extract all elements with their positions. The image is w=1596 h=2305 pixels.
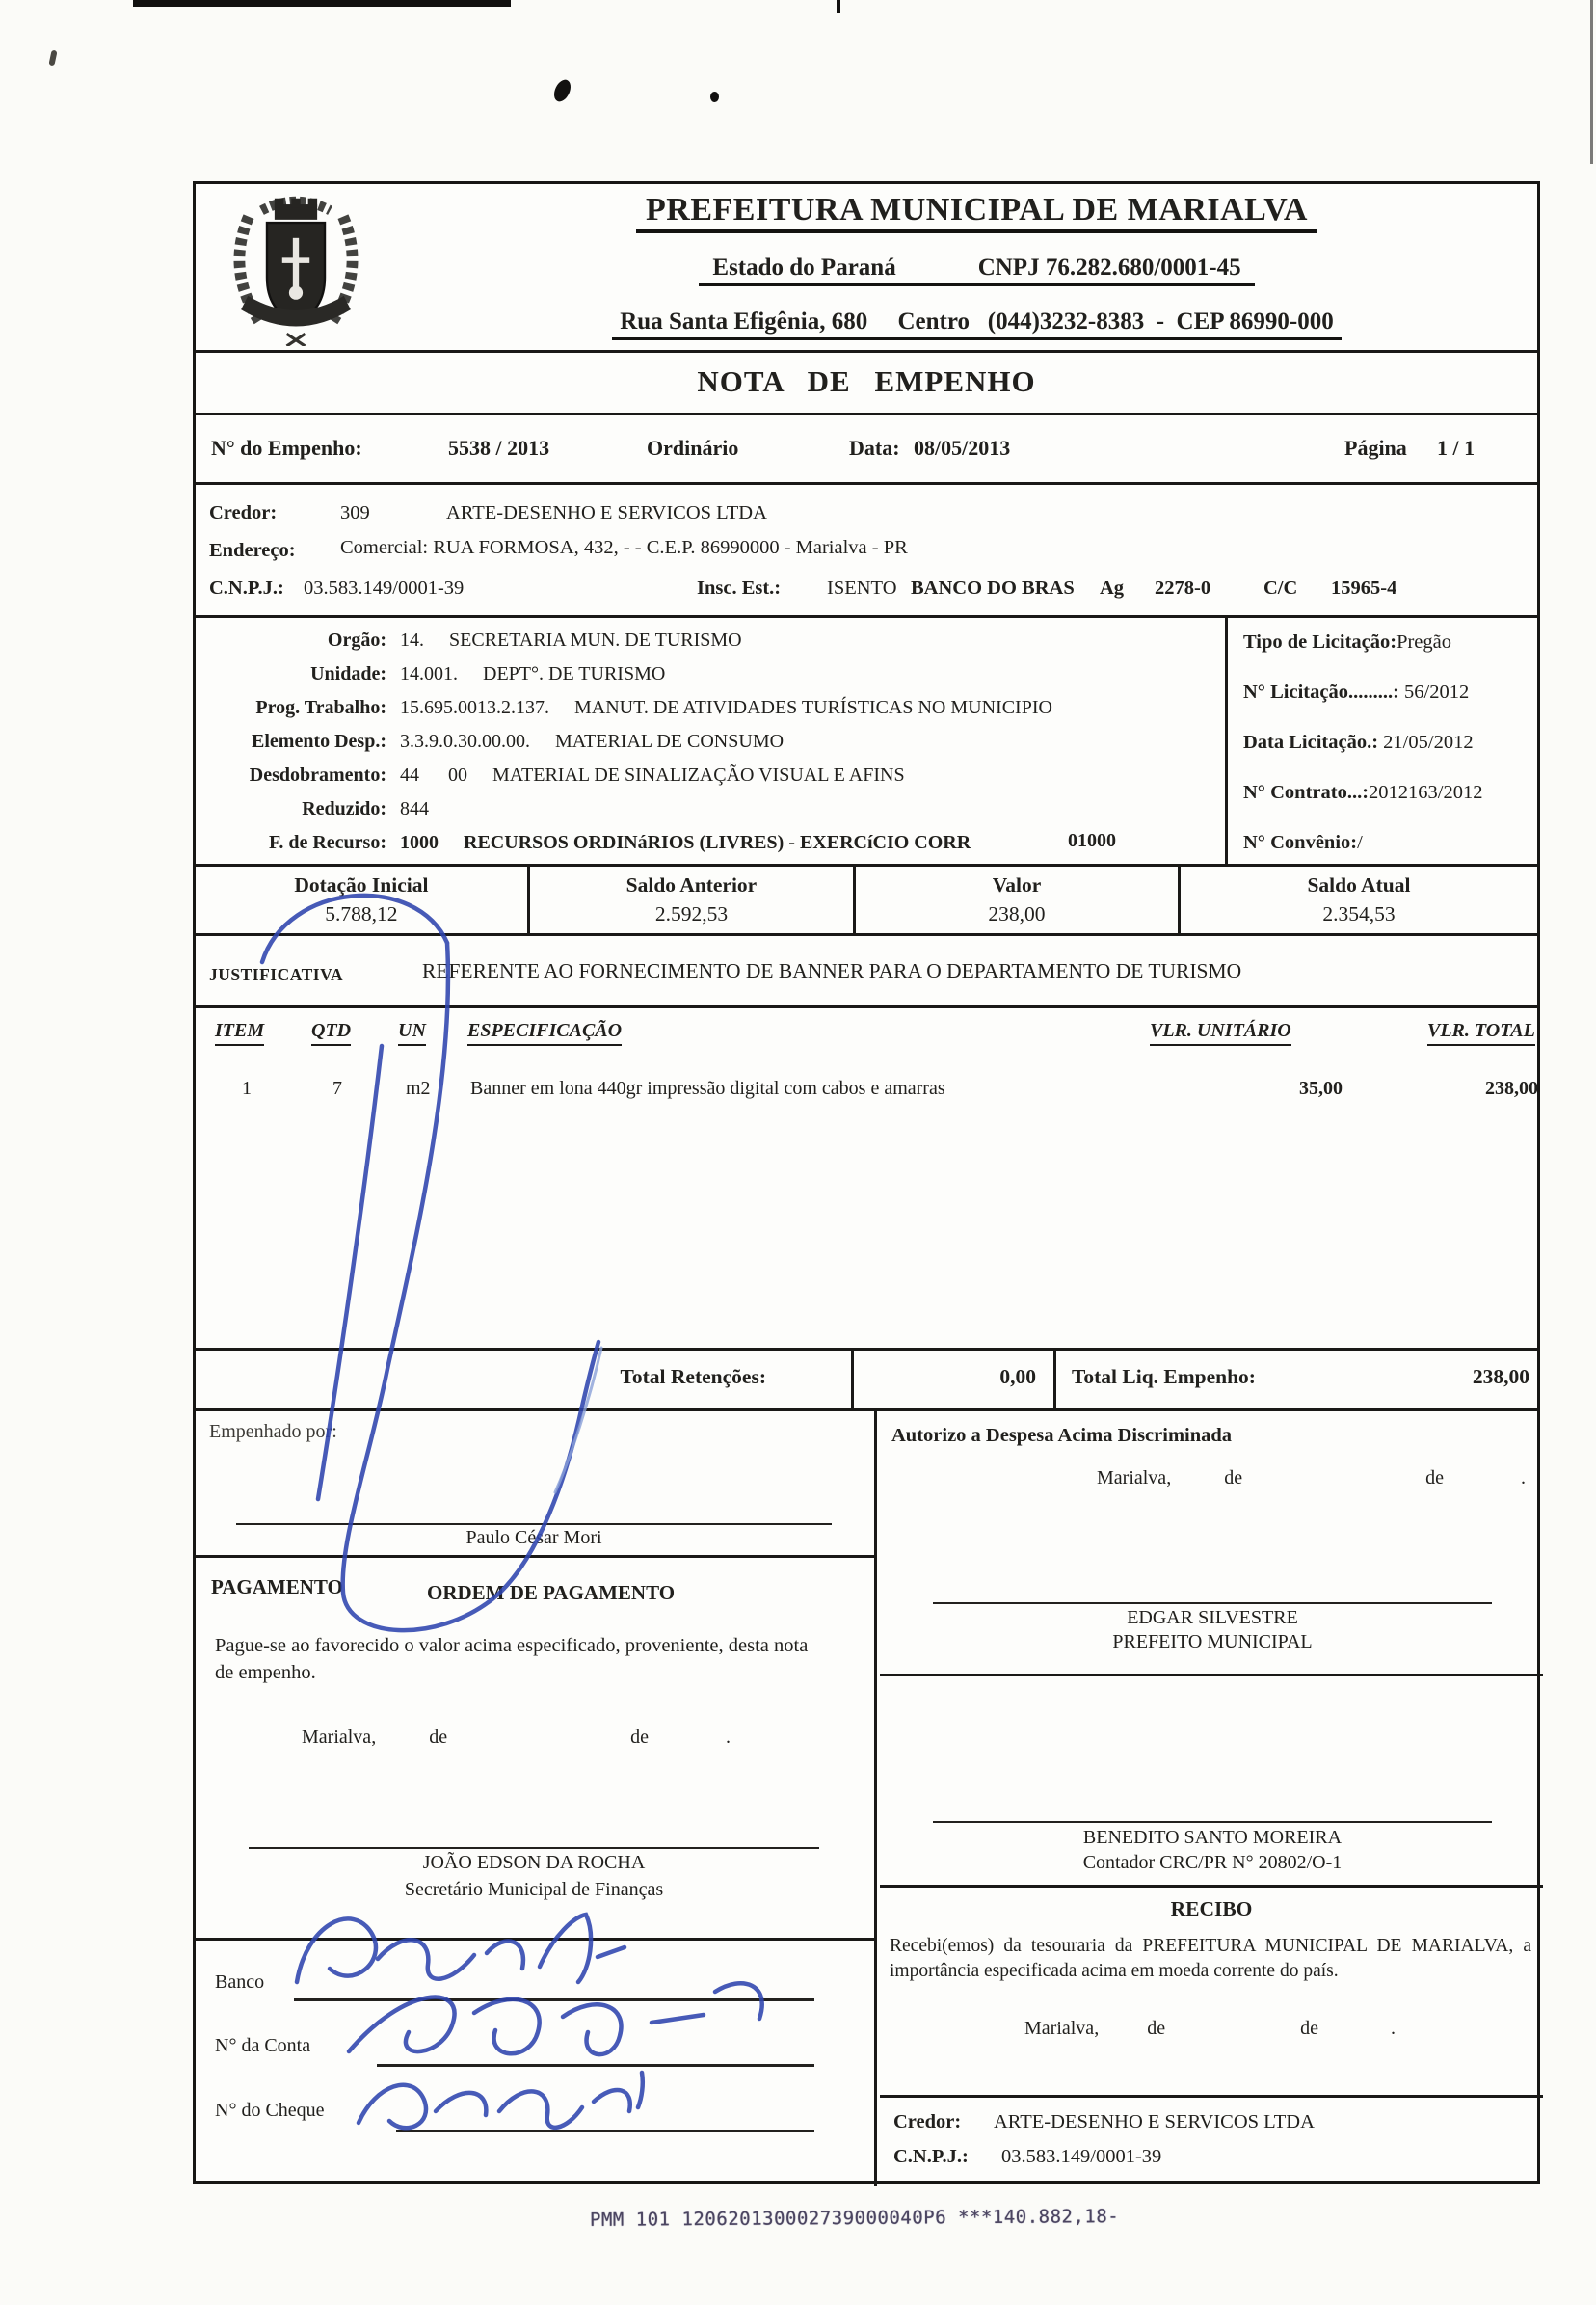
- creditor-address-label: Endereço:: [209, 540, 296, 561]
- totals-row: [196, 1348, 1537, 1408]
- creditor-cnpj-label: C.N.P.J.:: [209, 577, 284, 599]
- budget-row-orgao: Orgão: 14. SECRETARIA MUN. DE TURISMO: [327, 630, 742, 651]
- secretario-name: JOÃO EDSON DA ROCHA: [422, 1852, 646, 1873]
- recibo-date-line: Marialva, de de .: [1024, 2018, 1396, 2039]
- empenhado-por-label: Empenhado por:: [209, 1421, 337, 1442]
- justification-label: JUSTIFICATIVA: [209, 965, 344, 984]
- municipality-title: PREFEITURA MUNICIPAL DE MARIALVA: [636, 192, 1317, 233]
- page-number-value: 1 / 1: [1437, 436, 1476, 460]
- contador-box: [880, 1676, 1543, 1888]
- secretario-signature-line: [249, 1847, 819, 1849]
- col-header-qtd: QTD: [311, 1020, 351, 1046]
- justification-text: REFERENTE AO FORNECIMENTO DE BANNER PARA O DEPARTAMENTO DE TURISMO: [422, 959, 1242, 982]
- empenho-date-value: 08/05/2013: [914, 436, 1011, 460]
- scan-artifact-right-edge: [1590, 0, 1593, 164]
- ordem-pagamento-title: ORDEM DE PAGAMENTO: [427, 1581, 676, 1604]
- item-qty: 7: [332, 1078, 342, 1099]
- scan-artifact-ink-dot: [710, 92, 719, 102]
- bank-account-value: 15965-4: [1331, 577, 1397, 599]
- budget-row-fonte-recurso: F. de Recurso: 1000 RECURSOS ORDINáRIOS (LIVRES) - EXERCíCIO CORR 01000: [268, 830, 1116, 853]
- empenho-number-value: 5538 / 2013: [448, 436, 550, 460]
- contract-number-value: 2012163/2012: [1369, 782, 1483, 803]
- signatures-area: [196, 1408, 1537, 2186]
- budget-classification-block: [196, 615, 1537, 864]
- state-registration-label: Insc. Est.:: [697, 577, 782, 599]
- empenho-modality: Ordinário: [647, 436, 739, 460]
- document-title: NOTA DE EMPENHO: [697, 364, 1036, 398]
- licitacao-type-label: Tipo de Licitação:: [1243, 631, 1397, 653]
- items-table: [196, 1005, 1537, 1348]
- creditor-label: Credor:: [209, 502, 278, 523]
- creditor-cnpj-value: 03.583.149/0001-39: [304, 577, 465, 599]
- empenho-number-row: [196, 413, 1537, 482]
- col-header-vlr-unitario: VLR. UNITÁRIO: [1150, 1020, 1291, 1046]
- col-header-vlr-total: VLR. TOTAL: [1427, 1020, 1535, 1046]
- nota-de-empenho-form: [193, 181, 1540, 2184]
- cnpj-label: CNPJ 76.282.680/0001-45: [977, 255, 1241, 281]
- state-label: Estado do Paraná: [712, 255, 896, 281]
- banco-field-line: [294, 1998, 814, 2001]
- recibo-credor-label: Credor:: [893, 2111, 962, 2132]
- balance-cell-valor: Valor 238,00: [853, 867, 1178, 933]
- autorizo-date-line: Marialva, de de .: [1097, 1467, 1526, 1488]
- balance-cell-saldo-anterior: Saldo Anterior 2.592,53: [527, 867, 853, 933]
- recibo-credor-box: [880, 2098, 1543, 2189]
- scan-artifact-top-strip: [133, 0, 511, 7]
- recibo-title: RECIBO: [1170, 1897, 1253, 1920]
- contract-number-label: N° Contrato...:: [1243, 782, 1370, 803]
- banco-field-label: Banco: [215, 1971, 265, 1993]
- licitacao-date-label: Data Licitação.:: [1243, 732, 1379, 753]
- budget-row-unidade: Unidade: 14.001. DEPT°. DE TURISMO: [310, 663, 666, 684]
- recibo-cnpj-label: C.N.P.J.:: [893, 2146, 969, 2167]
- item-total-price: 238,00: [1485, 1078, 1538, 1099]
- cheque-field-label: N° do Cheque: [215, 2100, 325, 2121]
- scan-artifact-apostrophe: [48, 50, 57, 67]
- empenho-number-label: N° do Empenho:: [211, 436, 362, 460]
- prefeito-name: EDGAR SILVESTRE: [1127, 1607, 1298, 1628]
- state-cnpj-line: [699, 255, 1254, 286]
- empenhado-signer-name: Paulo César Mori: [466, 1527, 602, 1548]
- agreement-number-label: N° Convênio:: [1243, 832, 1358, 853]
- item-row: [196, 1078, 1537, 1111]
- recibo-box: [880, 1888, 1543, 2098]
- budget-row-elemento: Elemento Desp.: 3.3.9.0.30.00.00. MATERIAL DE CONSUMO: [252, 731, 785, 752]
- licitacao-number-value: 56/2012: [1404, 682, 1470, 703]
- page-number-label: Página: [1344, 436, 1407, 460]
- agreement-number-value: /: [1357, 832, 1363, 853]
- contador-signature-line: [933, 1821, 1492, 1823]
- licitacao-type-value: Pregão: [1396, 631, 1452, 653]
- empenho-date-label: Data:: [849, 436, 900, 460]
- item-unit-price: 35,00: [1299, 1078, 1343, 1099]
- scan-artifact-tick: [837, 0, 840, 13]
- conta-field-line: [377, 2064, 814, 2067]
- autorizo-title: Autorizo a Despesa Acima Discriminada: [891, 1425, 1233, 1446]
- balance-cell-saldo-atual: Saldo Atual 2.354,53: [1178, 867, 1537, 933]
- balances-row: [196, 864, 1537, 933]
- prefeito-role: PREFEITO MUNICIPAL: [1112, 1631, 1313, 1652]
- creditor-code: 309: [340, 502, 370, 523]
- budget-row-desdobramento: Desdobramento: 44 00 MATERIAL DE SINALIZAÇÃO VISUAL E AFINS: [249, 764, 905, 786]
- total-retencoes-label: Total Retenções:: [620, 1365, 766, 1388]
- bank-account-label: C/C: [1264, 577, 1298, 599]
- bank-fields-box: [196, 1941, 874, 2189]
- budget-rows: [196, 618, 1225, 864]
- licitacao-panel: [1225, 618, 1543, 864]
- machine-validation-line: PMM 101 120620130002739000040P6 ***140.882,18-: [589, 2206, 1120, 2231]
- pagamento-box: [196, 1558, 874, 1941]
- creditor-address-value: Comercial: RUA FORMOSA, 432, - - C.E.P. 86990000 - Marialva - PR: [340, 537, 908, 558]
- contador-role: Contador CRC/PR N° 20802/O-1: [1082, 1852, 1343, 1873]
- scan-artifact-ink-dot: [551, 77, 574, 104]
- item-unit: m2: [406, 1078, 431, 1099]
- total-retencoes-value: 0,00: [999, 1365, 1036, 1388]
- budget-row-prog-trabalho: Prog. Trabalho: 15.695.0013.2.137. MANUT. DE ATIVIDADES TURÍSTICAS NO MUNICIPIO: [255, 697, 1052, 718]
- state-registration-value: ISENTO: [827, 577, 897, 599]
- total-liquido-label: Total Liq. Empenho:: [1072, 1365, 1256, 1388]
- empenhado-signature-line: [236, 1523, 832, 1525]
- conta-field-label: N° da Conta: [215, 2035, 311, 2056]
- bank-name: BANCO DO BRAS: [911, 577, 1075, 599]
- bank-agency-value: 2278-0: [1155, 577, 1211, 599]
- pagamento-text: Pague-se ao favorecido o valor acima especificado, proveniente, desta nota de empenho.: [215, 1635, 809, 1683]
- contador-name: BENEDITO SANTO MOREIRA: [1082, 1827, 1343, 1848]
- creditor-block: [196, 482, 1537, 615]
- address-line: Rua Santa Efigênia, 680 Centro (044)3232-8383 - CEP 86990-000: [612, 308, 1342, 340]
- cheque-field-line: [396, 2130, 814, 2132]
- items-header-row: [196, 1020, 1537, 1060]
- total-liquido-value: 238,00: [1472, 1365, 1530, 1388]
- item-description: Banner em lona 440gr impressão digital com cabos e amarras: [470, 1078, 945, 1099]
- creditor-name: ARTE-DESENHO E SERVICOS LTDA: [446, 502, 767, 523]
- col-header-espec: ESPECIFICAÇÃO: [467, 1020, 622, 1046]
- recibo-cnpj-value: 03.583.149/0001-39: [1001, 2146, 1162, 2167]
- empenhado-por-box: [196, 1411, 874, 1558]
- bank-agency-label: Ag: [1100, 577, 1125, 599]
- form-header: [196, 184, 1537, 350]
- col-header-un: UN: [398, 1020, 426, 1046]
- recibo-text: Recebi(emos) da tesouraria da PREFEITURA MUNICIPAL DE MARIALVA, a importância especificada acima em moeda corrente do país.: [890, 1936, 1531, 1981]
- recibo-credor-name: ARTE-DESENHO E SERVICOS LTDA: [994, 2111, 1315, 2132]
- autorizo-box: [880, 1411, 1543, 1676]
- coat-of-arms-logo: [213, 194, 379, 346]
- pagamento-date-line: Marialva, de de .: [302, 1727, 731, 1748]
- licitacao-number-label: N° Licitação.........:: [1243, 682, 1399, 703]
- secretario-role: Secretário Municipal de Finanças: [404, 1879, 664, 1900]
- pagamento-title: PAGAMENTO: [211, 1575, 343, 1598]
- prefeito-signature-line: [933, 1602, 1492, 1604]
- balance-cell-dotacao: Dotação Inicial 5.788,12: [294, 873, 429, 925]
- col-header-item: ITEM: [215, 1020, 264, 1046]
- item-number: 1: [242, 1078, 252, 1099]
- justification-row: [196, 933, 1537, 1005]
- document-title-band: [196, 350, 1537, 413]
- budget-row-reduzido: Reduzido: 844: [302, 798, 429, 819]
- fonte-recurso-extra-code: 01000: [1068, 830, 1116, 851]
- licitacao-date-value: 21/05/2012: [1383, 732, 1474, 753]
